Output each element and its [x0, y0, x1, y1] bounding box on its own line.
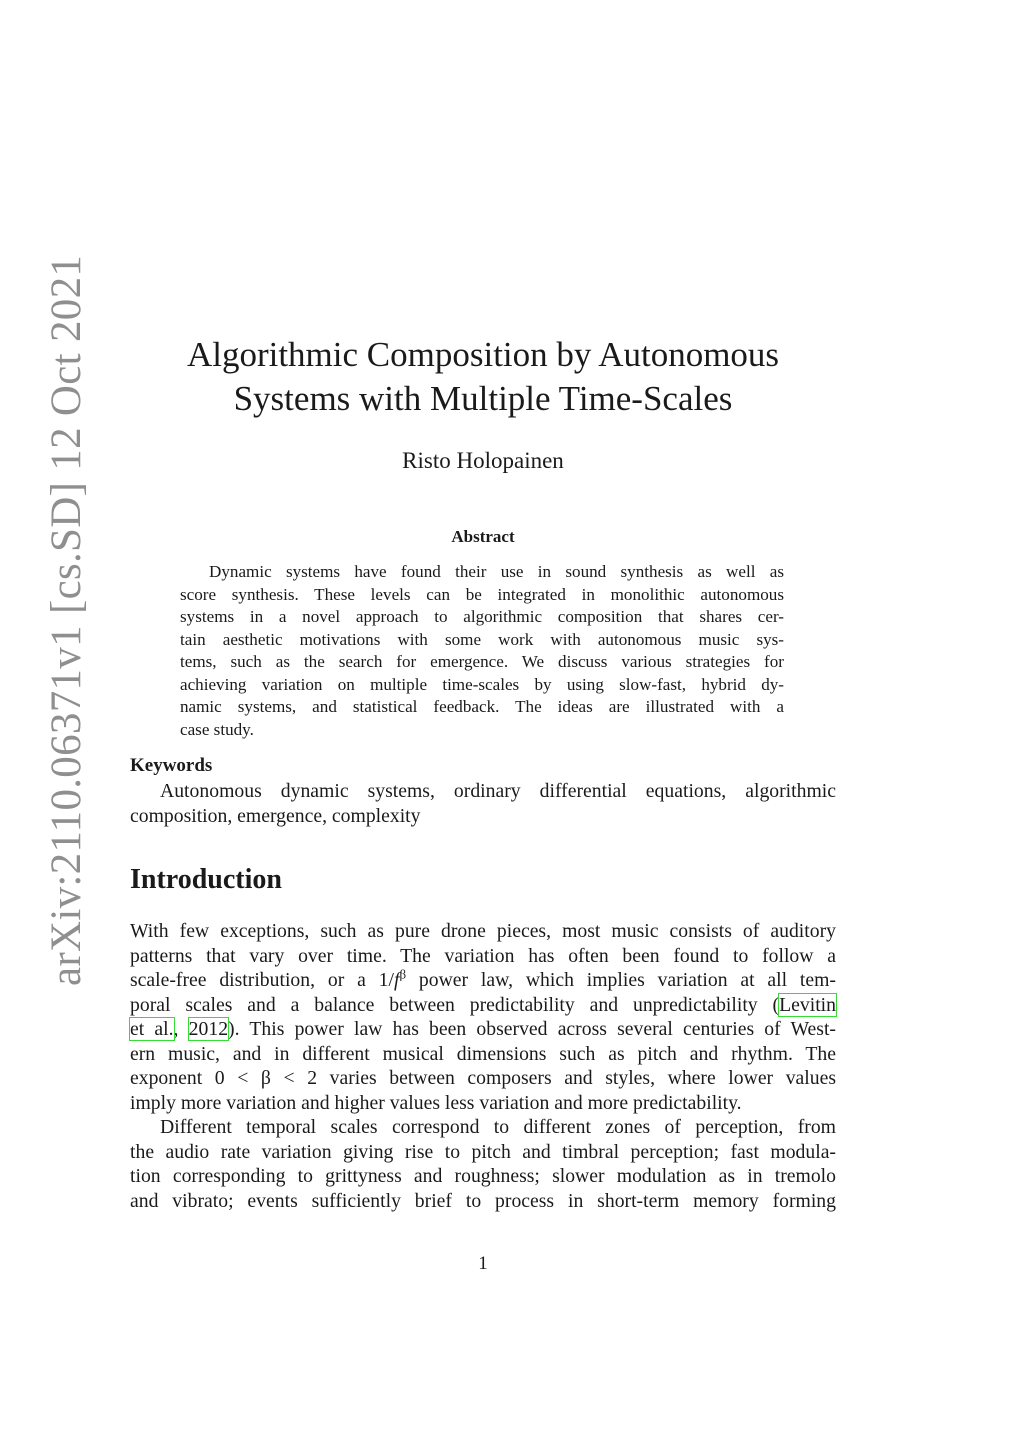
abstract-line: achieving variation on multiple time-scales by using slow-fast, hybrid dy- — [180, 674, 784, 694]
paragraph-line — [130, 968, 836, 993]
abstract-text — [180, 561, 784, 741]
paragraph-line: imply more variation and higher values less variation and more predictability. — [130, 1091, 742, 1114]
abstract-line: tain aesthetic motivations with some work with autonomous music sys- — [180, 629, 784, 649]
abstract-line: systems in a novel approach to algorithmic composition that shares cer- — [180, 607, 784, 626]
abstract-line: tems, such as the search for emergence. We discuss various strategies for — [180, 652, 784, 671]
text-fragment: , — [173, 1018, 189, 1040]
paragraph-line: With few exceptions, such as pure drone pieces, most music consists of auditory — [130, 920, 836, 942]
paragraph-line: tion corresponding to grittyness and roughness; slower modulation as in tremolo — [130, 1165, 836, 1187]
introduction-body — [130, 919, 836, 1213]
introduction-heading: Introduction — [130, 864, 282, 895]
abstract-line: namic systems, and statistical feedback. The ideas are illustrated with a — [180, 697, 784, 716]
keywords-text — [130, 779, 836, 828]
abstract-line: case study. — [180, 719, 254, 739]
math-variable-f: f — [393, 969, 400, 991]
title-line-1: Algorithmic Composition by Autonomous — [186, 335, 780, 374]
keywords-heading: Keywords — [130, 755, 213, 776]
paragraph-line: the audio rate variation giving rise to pitch and timbral perception; fast modula- — [130, 1140, 836, 1163]
citation-link-year[interactable]: 2012 — [188, 1018, 229, 1040]
page-number: 1 — [478, 1253, 488, 1274]
text-fragment: ). This power law has been observed across several centuries of West- — [228, 1018, 836, 1040]
keywords-line: composition, emergence, complexity — [130, 804, 421, 827]
author-name: Risto Holopainen — [402, 448, 564, 473]
paper-title — [130, 333, 836, 421]
text-fragment: poral scales and a balance between predictability and unpredictability ( — [130, 993, 780, 1016]
paragraph-line: Different temporal scales correspond to different zones of perception, from — [160, 1116, 836, 1138]
paragraph-line: patterns that vary over time. The variation has often been found to follow a — [130, 944, 836, 967]
paragraph-line: exponent 0 < β < 2 varies between composers and styles, where lower values — [130, 1067, 836, 1089]
paragraph-line — [130, 993, 836, 1018]
paragraph-line: ern music, and in different musical dimensions such as pitch and rhythm. The — [130, 1042, 836, 1065]
abstract-line: Dynamic systems have found their use in sound synthesis as well as — [209, 562, 784, 581]
title-line-2: Systems with Multiple Time-Scales — [233, 379, 733, 418]
citation-link-et-al[interactable]: et al. — [130, 1018, 174, 1040]
text-fragment: power law, which implies variation at all tem- — [406, 969, 836, 991]
text-fragment: scale-free distribution, or a 1/ — [130, 969, 394, 991]
paragraph-line — [130, 1017, 836, 1042]
abstract-line: score synthesis. These levels can be integrated in monolithic autonomous — [180, 584, 784, 604]
keywords-line: Autonomous dynamic systems, ordinary differential equations, algorithmic — [160, 780, 836, 802]
math-exponent-beta: β — [399, 966, 407, 982]
paragraph-line: and vibrato; events sufficiently brief to process in short-term memory forming — [130, 1189, 836, 1212]
citation-link-levitin[interactable]: Levitin — [779, 993, 836, 1016]
abstract-heading: Abstract — [451, 527, 515, 546]
arxiv-identifier-stamp: arXiv:2110.06371v1 [cs.SD] 12 Oct 2021 — [43, 254, 90, 986]
